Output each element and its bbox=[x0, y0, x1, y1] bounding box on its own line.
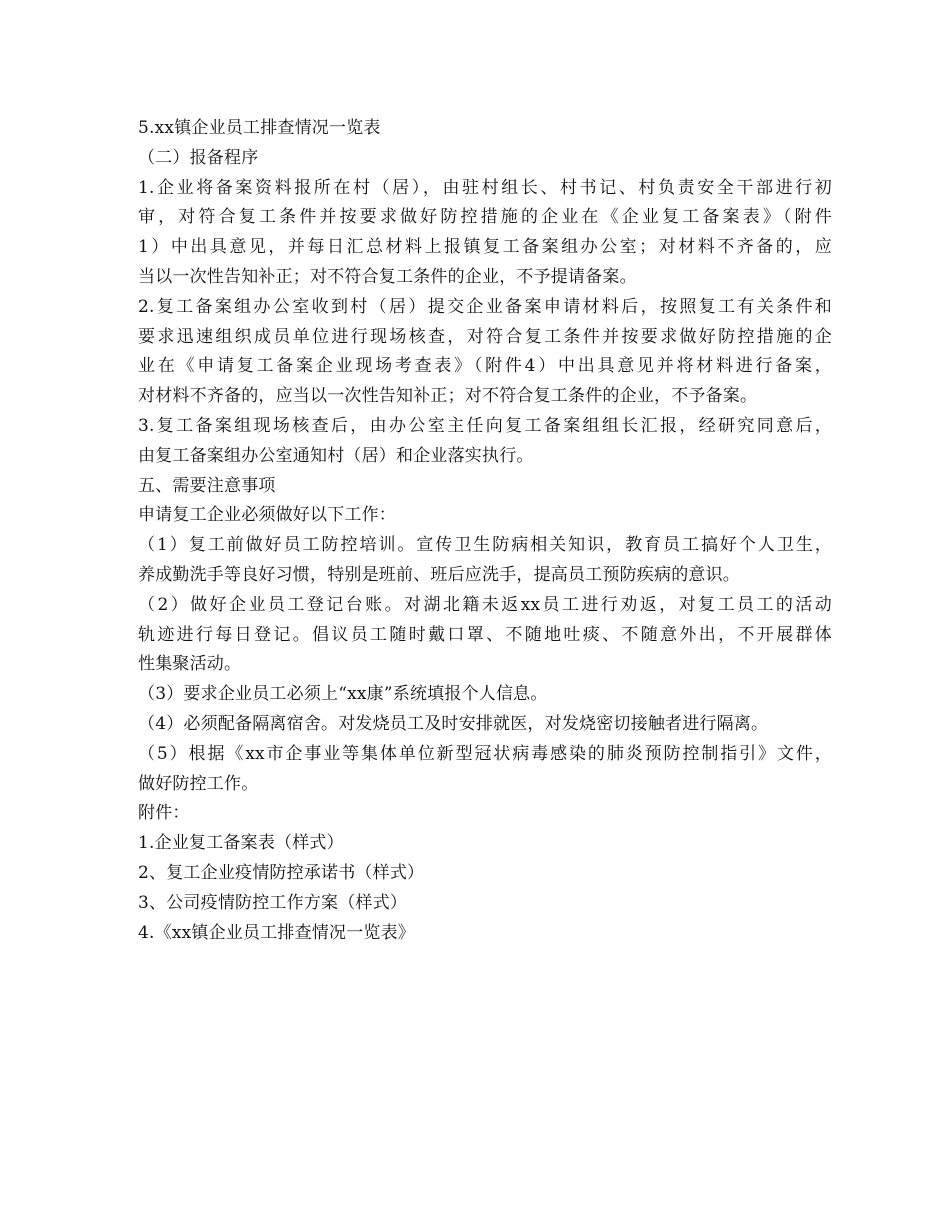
text-line: 审，对符合复工条件并按要求做好防控措施的企业在《企业复工备案表》（附件 bbox=[138, 207, 832, 228]
text-line: 1.企业复工备案表（样式） bbox=[138, 833, 344, 854]
text-line: （5）根据《xx市企事业等集体单位新型冠状病毒感染的肺炎预防控制指引》文件， bbox=[138, 743, 832, 764]
document-body bbox=[138, 114, 832, 948]
document-page bbox=[138, 114, 832, 948]
text-line: 要求迅速组织成员单位进行现场核查，对符合复工条件并按要求做好防控措施的企 bbox=[138, 326, 832, 347]
text-line: 五、需要注意事项 bbox=[138, 475, 276, 496]
text-line: 附件： bbox=[138, 803, 190, 824]
text-line: 4.《xx镇企业员工排查情况一览表》 bbox=[138, 922, 415, 943]
text-line: 2、复工企业疫情防控承诺书（样式） bbox=[138, 862, 425, 883]
text-line: 5.xx镇企业员工排查情况一览表 bbox=[138, 118, 381, 138]
text-line: （3）要求企业员工必须上“xx康”系统填报个人信息。 bbox=[138, 684, 548, 705]
text-line: 1）中出具意见，并每日汇总材料上报镇复工备案组办公室；对材料不齐备的，应 bbox=[138, 237, 832, 258]
text-line: 性集聚活动。 bbox=[138, 654, 242, 675]
text-line: 3.复工备案组现场核查后，由办公室主任向复工备案组组长汇报，经研究同意后， bbox=[138, 415, 832, 436]
text-line: （二）报备程序 bbox=[138, 147, 259, 168]
text-line: 当以一次性告知补正；对不符合复工条件的企业，不予提请备案。 bbox=[138, 266, 637, 287]
text-line: 养成勤洗手等良好习惯，特别是班前、班后应洗手，提高员工预防疾病的意识。 bbox=[138, 564, 740, 585]
text-line: （4）必须配备隔离宿舍。对发烧员工及时安排就医，对发烧密切接触者进行隔离。 bbox=[138, 713, 769, 734]
text-line: 申请复工企业必须做好以下工作： bbox=[138, 505, 396, 526]
text-line: （2）做好企业员工登记台账。对湖北籍未返xx员工进行劝返，对复工员工的活动 bbox=[138, 594, 832, 615]
text-line: 对材料不齐备的，应当以一次性告知补正；对不符合复工条件的企业，不予备案。 bbox=[138, 386, 758, 407]
text-line: 业在《申请复工备案企业现场考查表》（附件4）中出具意见并将材料进行备案， bbox=[138, 356, 832, 377]
text-line: 做好防控工作。 bbox=[138, 773, 259, 794]
text-line: 1.企业将备案资料报所在村（居），由驻村组长、村书记、村负责安全干部进行初 bbox=[138, 177, 832, 198]
text-line: 轨迹进行每日登记。倡议员工随时戴口罩、不随地吐痰、不随意外出，不开展群体 bbox=[138, 624, 832, 645]
text-line: 2.复工备案组办公室收到村（居）提交企业备案申请材料后，按照复工有关条件和 bbox=[138, 296, 832, 317]
text-line: 3、公司疫情防控工作方案（样式） bbox=[138, 892, 408, 913]
text-line: 由复工备案组办公室通知村（居）和企业落实执行。 bbox=[138, 445, 534, 466]
text-line: （1）复工前做好员工防控培训。宣传卫生防病相关知识，教育员工搞好个人卫生， bbox=[138, 535, 832, 556]
